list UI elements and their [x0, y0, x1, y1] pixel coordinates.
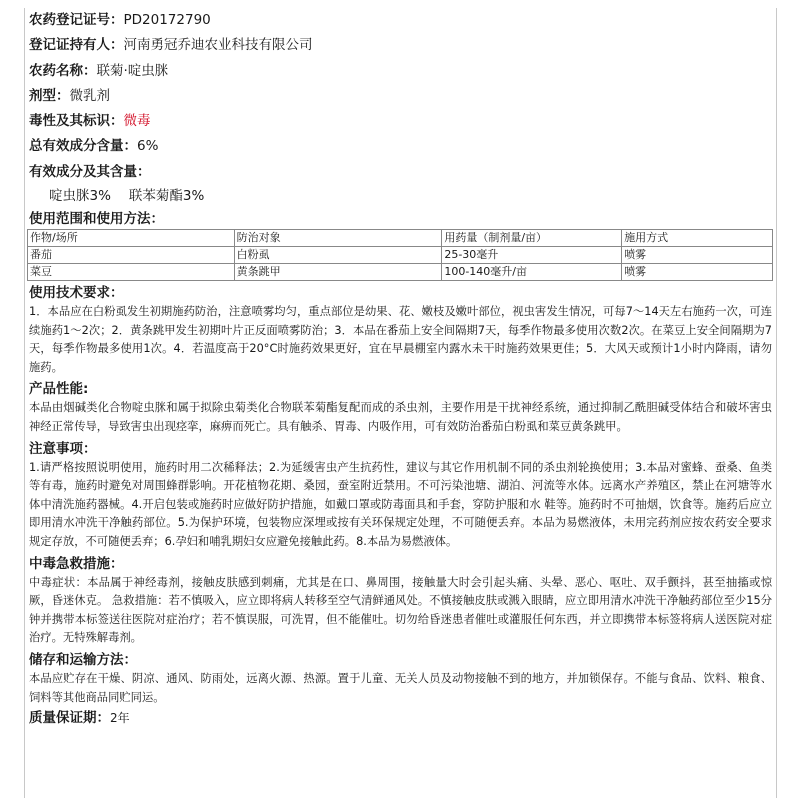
- toxicity-label: 毒性及其标识：: [29, 113, 124, 130]
- table-header-cell: 防治对象: [234, 230, 442, 247]
- warranty-row: [29, 707, 772, 729]
- holder-label: 登记证持有人：: [29, 37, 124, 54]
- label-document: [24, 8, 777, 798]
- name-label: 农药名称：: [29, 62, 97, 79]
- cautions-text: 1.请严格按照说明使用，施药时用二次稀释法；2.为延缓害虫产生抗药性，建议与其它作用机制不同的杀虫剂轮换使用；3.本品对蜜蜂、蚕桑、鱼类等有毒，施药时避免对周围蜂群影响。开花植物花期、桑园，蚕室附近禁用。不可污染池塘、湖泊、河流等水体。远离水产养殖区，禁止在河塘等水体中清洗施药器械。4.开启包装或施药时应做好防护措施，如戴口罩或防毒面具和手套，穿防护服和水 鞋等。施药时不可抽烟，饮食等。施药后应立即用清水冲洗干净触药部位。5.为保护环境，包装物应深埋或按有关环保规定处理，不可随便丢弃。本品为易燃液体，未用完药剂应按农药安全要求规定存放，不可随便丢弃；6.孕妇和哺乳期妇女应避免接触此药。8.本品为易燃液体。: [29, 460, 772, 549]
- ingredients-list: [29, 185, 772, 207]
- reg-no-value: PD20172790: [123, 12, 211, 28]
- technique-text: 1．本品应在白粉虱发生初期施药防治，注意喷雾均匀，重点部位是幼果、花、嫩枝及嫩叶部位，视虫害发生情况，可每7～14天左右施药一次，可连续施药1～2次；2．黄条跳甲发生初期叶片正反面喷雾防治；3．本品在番茄上安全间隔期7天，每季作物最多使用次数2次。在菜豆上安全间隔期为7天，每季作物最多使用1次。4．若温度高于20°C时施药效果更好，宜在早晨棚室内露水未干时施药效果更佳；5．大风天或预计1小时内降雨，请勿施药。: [29, 305, 772, 374]
- toxicity-row: [29, 109, 772, 134]
- holder-row: [29, 33, 772, 58]
- ingredients-label: 有效成分及其含量：: [29, 163, 151, 180]
- first-aid-title: 中毒急救措施：: [29, 555, 124, 572]
- table-row: [28, 247, 773, 264]
- table-cell: 黄条跳甲: [234, 264, 442, 281]
- technique-title: 使用技术要求：: [29, 285, 124, 302]
- warranty-value: 2年: [110, 711, 130, 726]
- total-content-label: 总有效成分含量：: [29, 138, 137, 155]
- table-cell: 喷雾: [622, 247, 773, 264]
- storage-title: 储存和运输方法：: [29, 651, 137, 668]
- reg-no-label: 农药登记证号：: [29, 12, 124, 28]
- table-header-cell: 用药量（制剂量/亩）: [442, 230, 622, 247]
- usage-table: [27, 229, 773, 281]
- formulation-label: 剂型：: [29, 87, 70, 104]
- table-cell: 100-140毫升/亩: [442, 264, 622, 281]
- storage-text: 本品应贮存在干燥、阴凉、通风、防雨处，远离火源、热源。置于儿童、无关人员及动物接触不到的地方，并加锁保存。不能与食品、饮料、粮食、饲料等其他商品同贮同运。: [29, 671, 772, 704]
- table-cell: 菜豆: [28, 264, 235, 281]
- formulation-value: 微乳剂: [69, 87, 110, 104]
- total-content-value: 6%: [137, 138, 159, 155]
- holder-value: 河南勇冠乔迪农业科技有限公司: [123, 37, 313, 54]
- ingredients-row: [29, 160, 772, 185]
- performance-title: 产品性能:: [29, 381, 89, 398]
- total-content-row: [29, 134, 772, 159]
- toxicity-value: 微毒: [123, 113, 151, 130]
- first-aid-text: 中毒症状：本品属于神经毒剂，接触皮肤感到刺痛，尤其是在口、鼻周围，接触量大时会引起头痛、头晕、恶心、呕吐、双手颤抖，甚至抽搐或惊厥，昏迷休克。 急救措施：若不慎吸入，应立即将病人转移至空气清鲜通风处。不慎接触皮肤或溅入眼睛，应立即用清水冲洗干净触药部位至少15分钟并携带本标签送往医院对症治疗；若不慎误服，可洗胃，但不能催吐。切勿给昏迷患者催吐或灌服任何东西，并立即携带本标签将病人送医院对症治疗。无特殊解毒剂。: [29, 575, 772, 645]
- name-value: 联菊·啶虫脒: [96, 62, 169, 79]
- table-header-cell: 施用方式: [622, 230, 773, 247]
- formulation-row: [29, 84, 772, 109]
- ingredient-item: 啶虫脒3%: [49, 188, 111, 205]
- reg-no-row: [29, 8, 772, 33]
- table-header-row: [28, 230, 773, 247]
- table-cell: 25-30毫升: [442, 247, 622, 264]
- cautions-title: 注意事项：: [29, 440, 97, 457]
- name-row: [29, 59, 772, 84]
- ingredient-item: 联苯菊酯3%: [128, 188, 205, 205]
- table-cell: 白粉虱: [234, 247, 442, 264]
- warranty-label: 质量保证期：: [29, 710, 110, 727]
- table-header-cell: 作物/场所: [28, 230, 235, 247]
- usage-title: 使用范围和使用方法：: [29, 211, 164, 228]
- table-cell: 喷雾: [622, 264, 773, 281]
- table-row: [28, 264, 773, 281]
- performance-text: 本品由烟碱类化合物啶虫脒和属于拟除虫菊类化合物联苯菊酯复配而成的杀虫剂，主要作用是干扰神经系统，通过抑制乙酰胆碱受体结合和破坏害虫神经正常传导，导致害虫出现痉挛，麻痹而死亡。具有触杀、胃毒、内吸作用，可有效防治番茄白粉虱和菜豆黄条跳甲。: [29, 401, 772, 434]
- table-cell: 番茄: [28, 247, 235, 264]
